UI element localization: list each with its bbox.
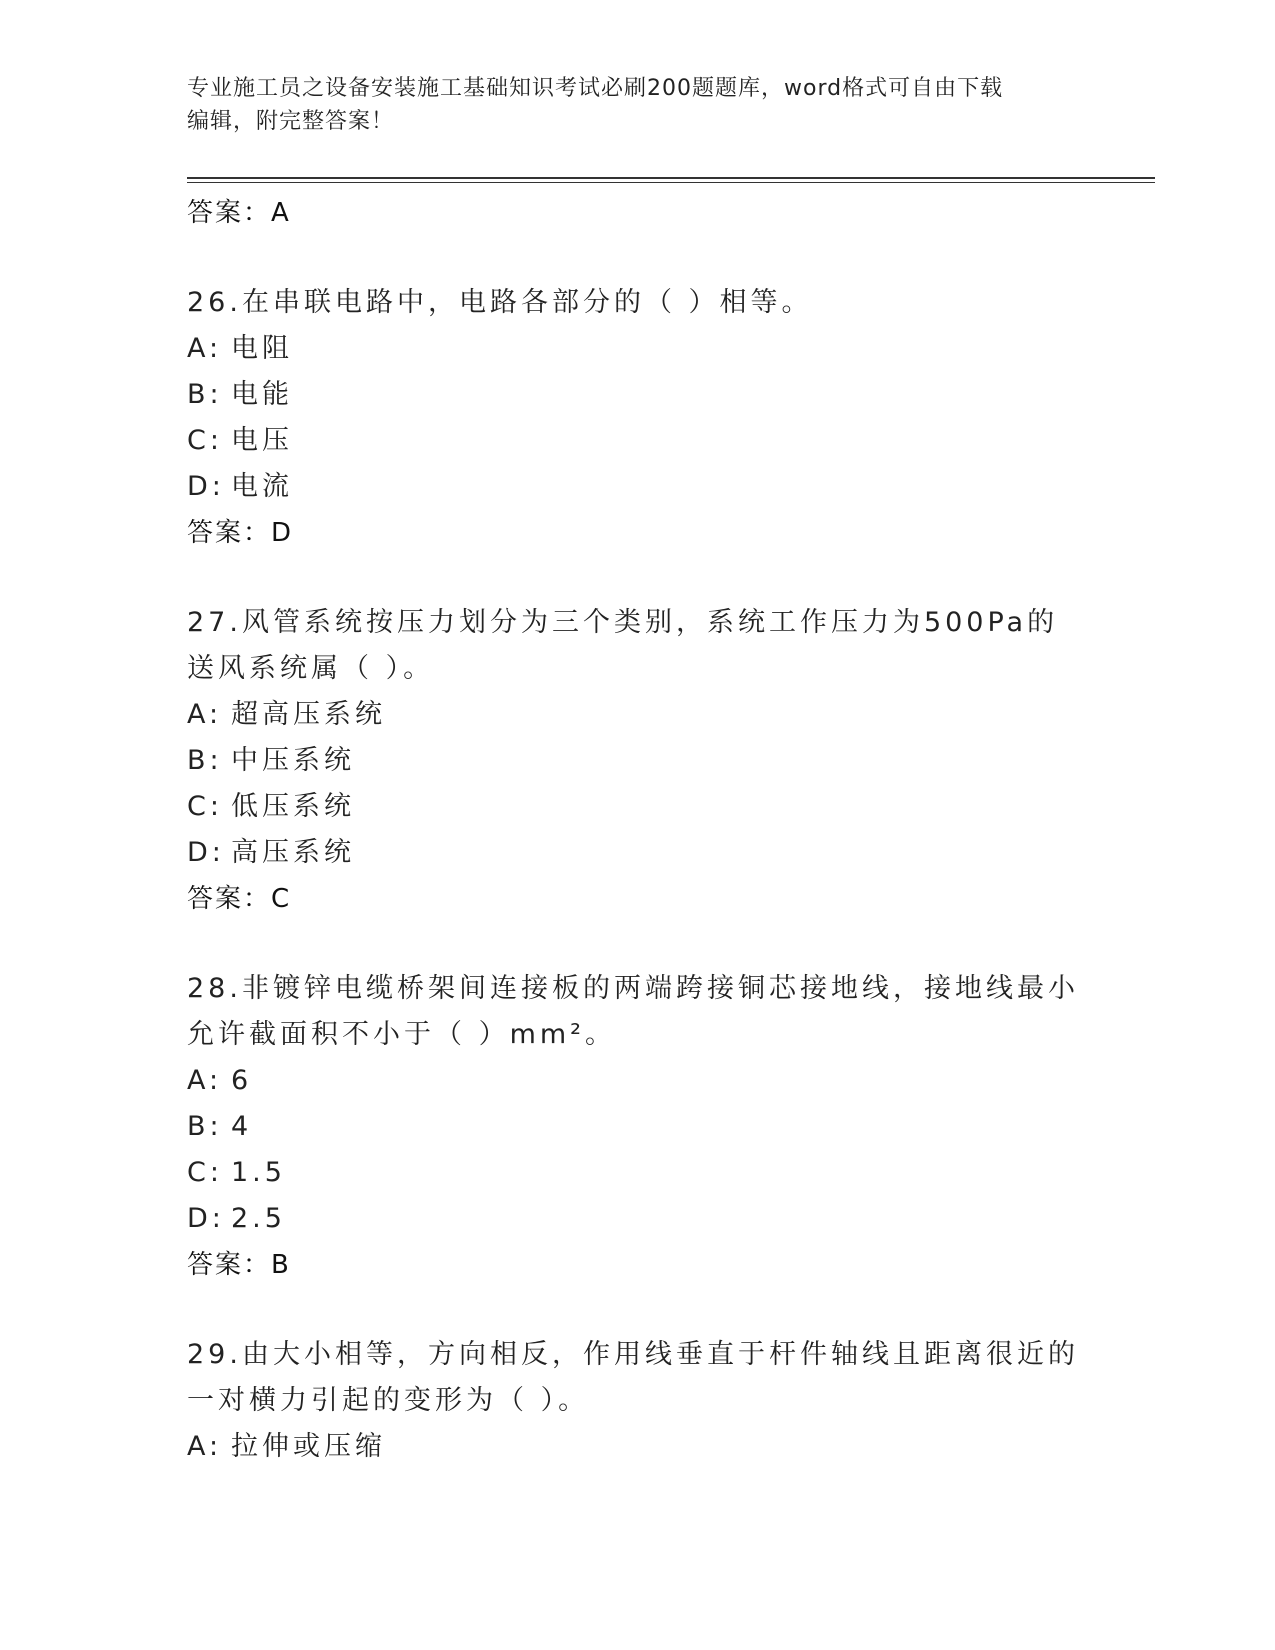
header-line-2: 编辑，附完整答案！ — [187, 109, 395, 134]
option-b — [187, 1104, 1087, 1150]
option-key: B: — [187, 1111, 223, 1142]
previous-answer: 答案：A — [187, 198, 291, 228]
option-c — [187, 1150, 1087, 1196]
option-text: 2.5 — [231, 1203, 286, 1234]
option-text: 1.5 — [231, 1157, 286, 1188]
option-b — [187, 738, 1087, 784]
option-text: 拉伸或压缩 — [231, 1431, 386, 1462]
option-key: C: — [187, 1157, 223, 1188]
option-key: B: — [187, 745, 223, 776]
question-answer: 答案：D — [187, 518, 294, 548]
option-key: B: — [187, 379, 223, 410]
option-c — [187, 784, 1087, 830]
option-text: 超高压系统 — [231, 699, 386, 730]
option-key: A: — [187, 333, 223, 364]
option-key: D: — [187, 1203, 225, 1234]
option-d — [187, 830, 1087, 876]
question-text: 28.非镀锌电缆桥架间连接板的两端跨接铜芯接地线，接地线最小允许截面积不小于（ ）mm²。 — [187, 973, 1079, 1050]
question-28 — [187, 966, 1087, 1288]
question-text: 26.在串联电路中，电路各部分的（ ）相等。 — [187, 287, 813, 318]
option-key: C: — [187, 425, 223, 456]
option-a — [187, 1058, 1087, 1104]
option-text: 电压 — [231, 425, 293, 456]
option-key: D: — [187, 837, 225, 868]
question-29 — [187, 1332, 1087, 1470]
option-d — [187, 464, 1087, 510]
header-divider-top — [187, 177, 1155, 179]
option-text: 电阻 — [231, 333, 293, 364]
option-b — [187, 372, 1087, 418]
question-text: 29.由大小相等，方向相反，作用线垂直于杆件轴线且距离很近的一对横力引起的变形为（ ）。 — [187, 1339, 1079, 1416]
option-key: D: — [187, 471, 225, 502]
option-text: 6 — [231, 1065, 253, 1096]
option-text: 高压系统 — [231, 837, 355, 868]
option-key: A: — [187, 1065, 223, 1096]
option-text: 电能 — [231, 379, 293, 410]
header-line-1: 专业施工员之设备安装施工基础知识考试必刷200题题库，word格式可自由下载 — [187, 76, 1004, 101]
question-26 — [187, 280, 1087, 556]
page-header — [187, 72, 1087, 138]
option-a — [187, 326, 1087, 372]
header-divider-bottom — [187, 182, 1155, 183]
option-key: A: — [187, 699, 223, 730]
option-text: 电流 — [231, 471, 293, 502]
question-text: 27.风管系统按压力划分为三个类别，系统工作压力为500Pa的送风系统属（ ）。 — [187, 607, 1059, 684]
question-answer: 答案：B — [187, 1250, 291, 1280]
option-text: 中压系统 — [231, 745, 355, 776]
option-a — [187, 1424, 1087, 1470]
option-a — [187, 692, 1087, 738]
option-text: 低压系统 — [231, 791, 355, 822]
question-list — [187, 190, 1087, 1470]
option-key: A: — [187, 1431, 223, 1462]
option-key: C: — [187, 791, 223, 822]
option-c — [187, 418, 1087, 464]
option-text: 4 — [231, 1111, 253, 1142]
option-d — [187, 1196, 1087, 1242]
question-27 — [187, 600, 1087, 922]
question-answer: 答案：C — [187, 884, 292, 914]
